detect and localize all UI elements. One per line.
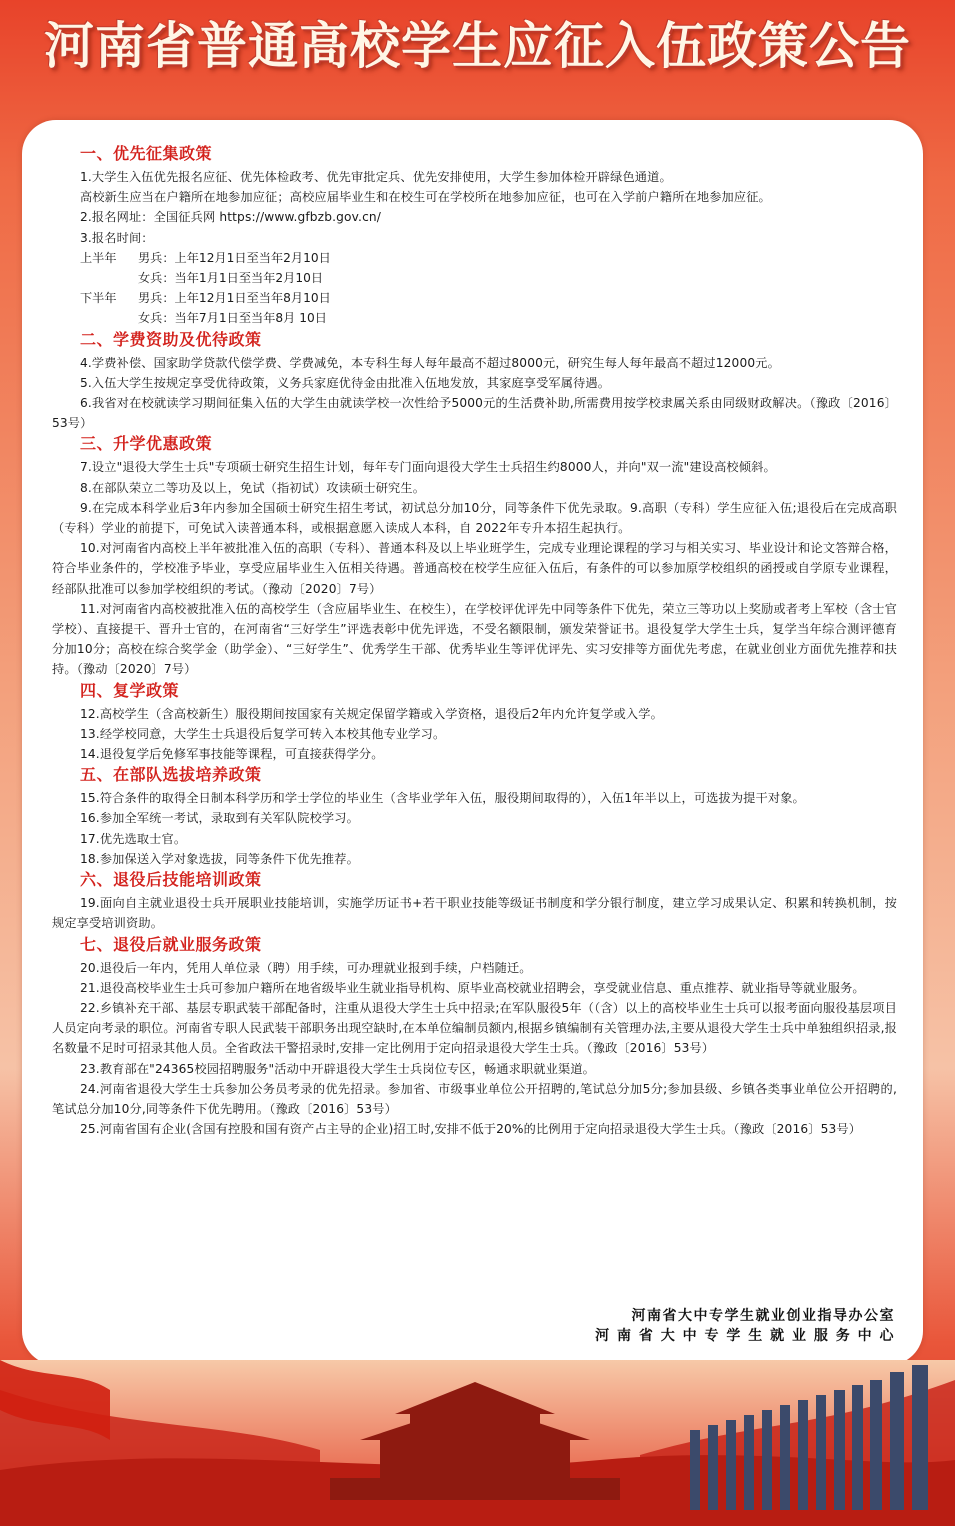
paragraph: 5.入伍大学生按规定享受优待政策，义务兵家庭优待金由批准入伍地发放，其家庭享受军属待遇。: [80, 375, 611, 390]
schedule-row: [52, 268, 897, 288]
issuer-center: 河 南 省 大 中 专 学 生 就 业 服 务 中 心: [595, 1328, 895, 1344]
section-heading: 七、退役后就业服务政策: [80, 934, 262, 954]
paragraph: 2.报名网址：全国征兵网 https://www.gfbzb.gov.cn/: [80, 210, 382, 225]
paragraph: 8.在部队荣立二等功及以上，免试（指初试）攻读硕士研究生。: [80, 480, 426, 495]
schedule-half-label: 上半年: [80, 250, 117, 265]
paragraph: 23.教育部在"24365校园招聘服务"活动中开辟退役大学生士兵岗位专区，畅通求职就业渠道。: [80, 1061, 596, 1076]
paragraph: 14.退役复学后免修军事技能等课程，可直接获得学分。: [80, 747, 384, 762]
paragraph: 3.报名时间：: [80, 230, 154, 245]
section-heading: 五、在部队选拔培养政策: [80, 765, 262, 785]
issuer-signature: [595, 1306, 895, 1346]
paragraph: 20.退役后一年内，凭用人单位录（聘）用手续，可办理就业报到手续，户档随迁。: [80, 960, 532, 975]
paragraph: 17.优先选取士官。: [80, 831, 187, 846]
paragraph: 高校新生应当在户籍所在地参加应征；高校应届毕业生和在校生可在学校所在地参加应征，也可在入学前户籍所在地参加应征。: [80, 190, 771, 205]
paragraph: 18.参加保送入学对象选拔，同等条件下优先推荐。: [80, 851, 359, 866]
paragraph: 10.对河南省内高校上半年被批准入伍的高职（专科）、普通本科及以上毕业班学生，完成专业理论课程的学习与相关实习、毕业设计和论文答辩合格，符合毕业条件的，学校准予毕业，享受应届毕业生入伍相关待遇。普通高校在校学生应征入伍后，有条件的可以参加原学校组织的函授或自学原专业课程，经部队批准可以参加学校组织的考试。（豫动〔2020〕7号）: [52, 541, 897, 596]
section-heading: 三、升学优惠政策: [80, 434, 213, 454]
decorative-palace-scene: [0, 1360, 955, 1526]
section-heading: 六、退役后技能培训政策: [80, 870, 262, 890]
schedule-value: 女兵：当年1月1日至当年2月10日: [138, 271, 324, 286]
paragraph: 11.对河南省内高校被批准入伍的高校学生（含应届毕业生、在校生），在学校评优评先中同等条件下优先，荣立三等功以上奖励或者考上军校（含士官学校）、直接提干、晋升士官的，在河南省“三好学生”评选表彰中优先评选，不受名额限制，颁发荣誉证书。退役复学大学生士兵，复学当年综合测评德育分加10分；高校在综合奖学金（助学金）、“三好学生”、优秀学生干部、优秀毕业生等评优评先、实习安排等方面优先考虑，在就业创业方面优先推荐和扶持。（豫动〔2020〕7号）: [52, 601, 897, 677]
issuer-office: 河南省大中专学生就业创业指导办公室: [631, 1308, 895, 1324]
paragraph: 1.大学生入伍优先报名应征、优先体检政考、优先审批定兵、优先安排使用，大学生参加体检开辟绿色通道。: [80, 170, 672, 184]
schedule-row: [52, 308, 897, 328]
paragraph: 13.经学校同意，大学生士兵退役后复学可转入本校其他专业学习。: [80, 726, 446, 741]
schedule-value: 男兵：上年12月1日至当年2月10日: [138, 250, 331, 265]
schedule-half-label: 下半年: [80, 291, 117, 306]
paragraph: 19.面向自主就业退役士兵开展职业技能培训，实施学历证书+若干职业技能等级证书制度和学分银行制度，建立学习成果认定、积累和转换机制，按规定享受培训资助。: [52, 896, 897, 931]
paragraph: 24.河南省退役大学生士兵参加公务员考录的优先招录。参加省、市级事业单位公开招聘的,笔试总分加5分;参加县级、乡镇各类事业单位公开招聘的,笔试总分加10分,同等条件下优先聘用。（豫政〔2016〕53号）: [52, 1081, 897, 1116]
page-title: 河南省普通高校学生应征入伍政策公告: [44, 17, 911, 75]
paragraph: 4.学费补偿、国家助学贷款代偿学费、学费减免，本专科生每人每年最高不超过8000元，研究生每人每年最高不超过12000元。: [80, 355, 780, 370]
section-heading: 四、复学政策: [80, 680, 180, 700]
schedule-value: 女兵：当年7月1日至当年8月 10日: [138, 311, 327, 326]
paragraph: 6.我省对在校就读学习期间征集入伍的大学生由就读学校一次性给予5000元的生活费补助,所需费用按学校隶属关系由同级财政解决。（豫政〔2016〕53号）: [52, 396, 897, 431]
paragraph: 21.退役高校毕业生士兵可参加户籍所在地省级毕业生就业指导机构、原毕业高校就业招聘会，享受就业信息、重点推荐、就业指导等就业服务。: [80, 980, 865, 995]
paragraph: 15.符合条件的取得全日制本科学历和学士学位的毕业生（含毕业学年入伍，服役期间取得的），入伍1年半以上，可选拔为提干对象。: [80, 791, 805, 806]
paragraph: 9.在完成本科学业后3年内参加全国硕士研究生招生考试，初试总分加10分，同等条件下优先录取。9.高职（专科）学生应征入伍;退役后在完成高职（专科）学业的前提下，可免试入读普通本科，或根据意愿入读成人本科，自 2022年专升本招生起执行。: [52, 500, 897, 536]
schedule-row: [52, 248, 897, 268]
section-heading: 一、优先征集政策: [80, 144, 213, 163]
schedule-row: [52, 288, 897, 308]
schedule-value: 男兵：上年12月1日至当年8月10日: [138, 291, 331, 306]
paragraph: 16.参加全军统一考试，录取到有关军队院校学习。: [80, 811, 359, 826]
announcement-body: [52, 143, 897, 1139]
paragraph: 7.设立"退役大学生士兵"专项硕士研究生招生计划，每年专门面向退役大学生士兵招生约8000人，并向"双一流"建设高校倾斜。: [80, 460, 776, 475]
paragraph: 12.高校学生（含高校新生）服役期间按国家有关规定保留学籍或入学资格，退役后2年内允许复学或入学。: [80, 706, 663, 721]
paragraph: 22.乡镇补充干部、基层专职武装干部配备时，注重从退役大学生士兵中招录;在军队服役5年（（含）以上的高校毕业生士兵可以报考面向服役基层项目人员定向考录的职位。河南省专职人民武装干部职务出现空缺时,在本单位编制员额内,根据乡镇编制有关管理办法,主要从退役大学生士兵中单独组织招录,报名数量不足时可招录其他人员。全省政法干警招录时,安排一定比例用于定向招录退役大学生士兵。（豫政〔2016〕53号）: [52, 1000, 897, 1056]
section-heading: 二、学费资助及优待政策: [80, 329, 262, 349]
paragraph: 25.河南省国有企业(含国有控股和国有资产占主导的企业)招工时,安排不低于20%的比例用于定向招录退役大学生士兵。（豫政〔2016〕53号）: [80, 1122, 862, 1137]
